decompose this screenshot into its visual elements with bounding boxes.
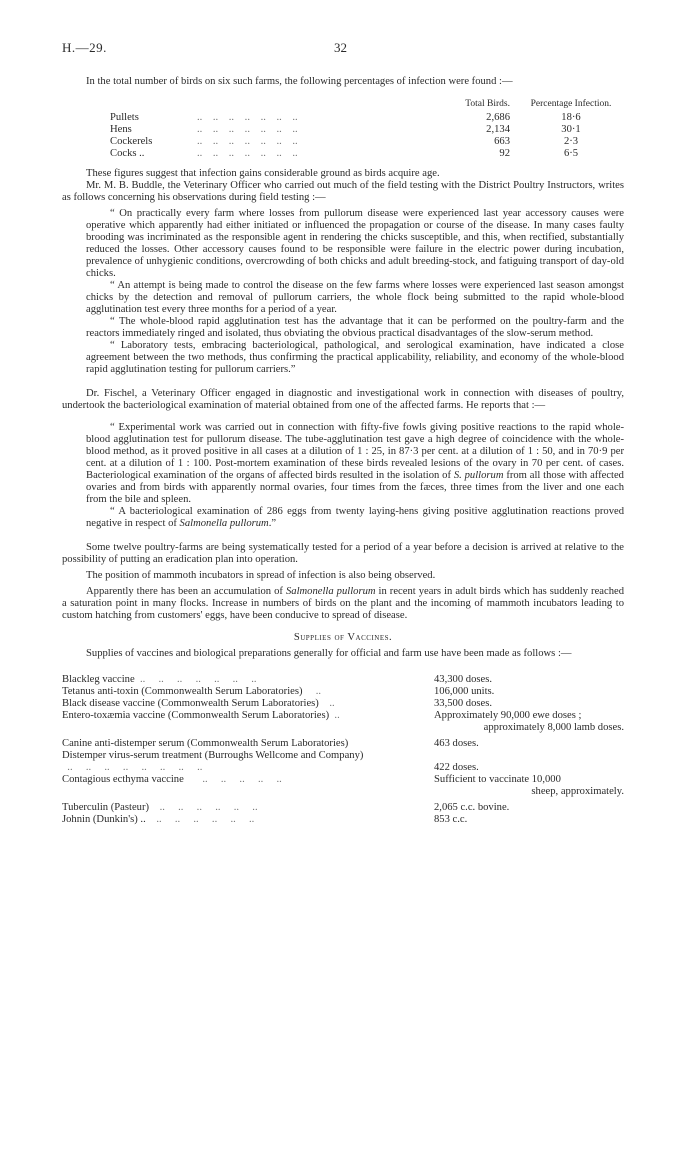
figures-paragraph: These figures suggest that infection gains considerable ground as birds acquire age. bbox=[86, 168, 440, 179]
supply-item: Black disease vaccine (Commonwealth Serum Laboratories) .. bbox=[62, 698, 335, 709]
fischel-paragraph: Dr. Fischel, a Veterinary Officer engaged in diagnostic and investigational work in connection with diseases of poultry, undertook the bacteriological examination of material obtained from one of the affected farms. He reports that :— bbox=[62, 388, 624, 411]
section-heading: Supplies of Vaccines. bbox=[293, 632, 393, 643]
supplies-table bbox=[62, 674, 624, 826]
dot-leader: .. .. .. .. .. .. .. bbox=[197, 112, 298, 123]
quote-text: “ A bacteriological examination of 286 eggs from twenty laying-hens giving positive agglutination reactions proved negative in respect of bbox=[86, 506, 624, 529]
quote-text: “ Experimental work was carried out in connection with fifty-five fowls giving positive reactions to the rapid whole-blood agglutination test for pullorum disease. The tube-agglutination test gave a high degree of coincidence with the whole-blood method, as it proved positive in all cases at a dilution of 1 : 25, in 87·3 per cent. at a dilution of 1 : 50, and in 70·9 per cent. at a dilution of 1 : 100. Post-mortem examination of these birds revealed lesions of the ovary in 70 per cent. of cases. Bacteriological examination of the organs of affected birds resulted in the isolation of bbox=[86, 422, 624, 481]
twelve-farms-paragraph: Some twelve poultry-farms are being systematically tested for a period of a year before a decision is arrived at relative to the possibility of putting an eradication plan into operation. bbox=[62, 542, 624, 565]
row-total: 2,686 bbox=[486, 112, 510, 123]
quantity-continuation: sheep, approximately. bbox=[531, 786, 624, 797]
organism-name: Salmonella pullorum bbox=[285, 586, 376, 597]
quote-paragraph: “ An attempt is being made to control the disease on the few farms where losses were experienced last season amongst chicks by the detection and removal of pullorum carriers, the whole flock being submitted to the rapid whole-blood agglutination test every three months for a period of a year. bbox=[86, 280, 624, 315]
supply-quantity: 2,065 c.c. bovine. bbox=[434, 802, 510, 813]
row-percent: 30·1 bbox=[561, 124, 581, 135]
supply-item: Entero-toxæmia vaccine (Commonwealth Serum Laboratories) .. bbox=[62, 710, 340, 721]
paragraph-text: in recent years in adult birds which has suddenly reached a saturation point in many flocks. Increase in numbers of birds on the plant and the incoming of mammoth incubators leading to custom hatching from customers' eggs, have been conducive to spread of disease. bbox=[62, 586, 624, 621]
dot-leader: .. bbox=[302, 686, 322, 697]
row-total: 92 bbox=[499, 148, 510, 159]
table-row bbox=[62, 124, 624, 136]
table-row bbox=[62, 136, 624, 148]
page-number: 32 bbox=[334, 40, 347, 55]
buddle-paragraph: Mr. M. B. Buddle, the Veterinary Officer who carried out much of the field testing with the District Poultry Instructors, writes as follows concerning his observations during field testing :— bbox=[62, 180, 624, 203]
col-total-birds: Total Birds. bbox=[465, 99, 510, 109]
supply-item: Tetanus anti-toxin (Commonwealth Serum Laboratories) .. bbox=[62, 686, 322, 697]
supply-row bbox=[62, 698, 624, 710]
document-body bbox=[62, 76, 624, 826]
supply-row bbox=[62, 802, 624, 814]
supply-row bbox=[62, 686, 624, 698]
supply-row bbox=[62, 750, 624, 774]
dot-leader: .. bbox=[329, 710, 340, 721]
infection-table bbox=[62, 98, 624, 168]
supply-item: Canine anti-distemper serum (Commonwealth Serum Laboratories) bbox=[62, 738, 349, 749]
supply-quantity: 422 doses. bbox=[434, 762, 479, 773]
incubators-paragraph: The position of mammoth incubators in spread of infection is also being observed. bbox=[86, 570, 436, 581]
page-header bbox=[62, 40, 624, 60]
supply-item: Contagious ecthyma vaccine .. .. .. .. .. bbox=[62, 774, 282, 785]
dot-leader: .. .. .. .. .. .. .. bbox=[197, 124, 298, 135]
row-category: Cocks .. bbox=[110, 148, 145, 159]
supply-row bbox=[62, 710, 624, 734]
organism-name: S. pullorum bbox=[453, 470, 504, 481]
supply-quantity: Sufficient to vaccinate 10,000 sheep, approximately. bbox=[434, 774, 624, 797]
quote-paragraph: “ The whole-blood rapid agglutination test has the advantage that it can be performed on the poultry-farm and the reactors immediately ringed and isolated, thus obviating the obvious practical disadvantages of the slow-serum method. bbox=[86, 316, 624, 339]
quote-text: .” bbox=[268, 518, 277, 529]
dot-leader: .. .. .. .. .. bbox=[183, 774, 282, 785]
row-percent: 18·6 bbox=[561, 112, 581, 123]
row-percent: 6·5 bbox=[563, 148, 579, 159]
dot-leader: .. bbox=[318, 698, 335, 709]
infection-table-header bbox=[62, 98, 624, 110]
row-category: Hens bbox=[110, 124, 132, 135]
intro-paragraph: In the total number of birds on six such farms, the following percentages of infection were found :— bbox=[86, 76, 513, 87]
supply-item: Johnin (Dunkin's) .. .. .. .. .. .. .. bbox=[62, 814, 255, 825]
supply-quantity: 853 c.c. bbox=[434, 814, 468, 825]
table-row bbox=[62, 148, 624, 160]
row-percent: 2·3 bbox=[563, 136, 579, 147]
col-percentage-infection: Percentage Infection. bbox=[530, 99, 612, 109]
supply-row bbox=[62, 774, 624, 798]
quote-paragraph bbox=[86, 422, 624, 506]
supply-quantity: Approximately 90,000 ewe doses ; approximately 8,000 lamb doses. bbox=[434, 710, 624, 733]
document-code: H.—29. bbox=[62, 40, 107, 55]
dot-leader: .. .. .. .. .. .. .. bbox=[197, 148, 298, 159]
supply-item: Distemper virus-serum treatment (Burroughs Wellcome and Company) .. .. .. .. .. .. .. .. bbox=[62, 750, 364, 773]
accumulation-paragraph bbox=[62, 586, 624, 622]
dot-leader: .. .. .. .. .. .. bbox=[149, 802, 258, 813]
supply-item: Tuberculin (Pasteur) .. .. .. .. .. .. bbox=[62, 802, 258, 813]
dot-leader: .. .. .. .. .. .. bbox=[145, 814, 255, 825]
buddle-quote bbox=[86, 208, 624, 376]
quote-paragraph bbox=[86, 506, 624, 530]
organism-name: Salmonella pullorum bbox=[179, 518, 269, 529]
dot-leader: .. .. .. .. .. .. .. bbox=[134, 674, 257, 685]
quote-paragraph: “ On practically every farm where losses from pullorum disease were experienced last year accessory causes were operative which apparently had either initiated or influenced the propagation or course of the disease. In many cases faulty brooding was incriminated as the responsible agent in rendering the chicks susceptible, and this, when rectified, substantially reduced the losses. Other accessory causes found to be responsible were failure in the electric power during incubation, prevalence of unhygienic conditions, overcrowding of both chicks and adult breeding-stock, and fatiguing transport of day-old chicks. bbox=[86, 208, 624, 279]
supply-row bbox=[62, 738, 624, 750]
supply-row bbox=[62, 674, 624, 686]
supply-item: Blackleg vaccine .. .. .. .. .. .. .. bbox=[62, 674, 257, 685]
supply-quantity: 43,300 doses. bbox=[434, 674, 492, 685]
fischel-quote bbox=[86, 422, 624, 530]
quantity-continuation: approximately 8,000 lamb doses. bbox=[483, 722, 624, 733]
supply-row bbox=[62, 814, 624, 826]
row-category: Pullets bbox=[110, 112, 139, 123]
dot-leader: .. .. .. .. .. .. .. .. bbox=[62, 762, 203, 773]
row-total: 2,134 bbox=[486, 124, 510, 135]
quote-text: from all those with affected ovaries and from birds with apparently normal ovaries, four times from the fæces, three times from the liver and one each from the bile and spleen. bbox=[86, 470, 624, 505]
dot-leader: .. .. .. .. .. .. .. bbox=[197, 136, 298, 147]
row-total: 663 bbox=[494, 136, 510, 147]
supply-quantity: 463 doses. bbox=[434, 738, 479, 749]
supply-quantity: 33,500 doses. bbox=[434, 698, 492, 709]
table-row bbox=[62, 112, 624, 124]
supply-quantity: 106,000 units. bbox=[434, 686, 495, 697]
quote-paragraph: “ Laboratory tests, embracing bacteriological, pathological, and serological examination, have indicated a close agreement between the two methods, thus confirming the practical applicability, reliability, and economy of the whole-blood rapid agglutination testing for pullorum carriers.” bbox=[86, 340, 624, 375]
paragraph-text: Apparently there has been an accumulation of bbox=[86, 586, 286, 597]
supplies-paragraph: Supplies of vaccines and biological preparations generally for official and farm use have been made as follows :— bbox=[86, 648, 572, 659]
row-category: Cockerels bbox=[110, 136, 153, 147]
